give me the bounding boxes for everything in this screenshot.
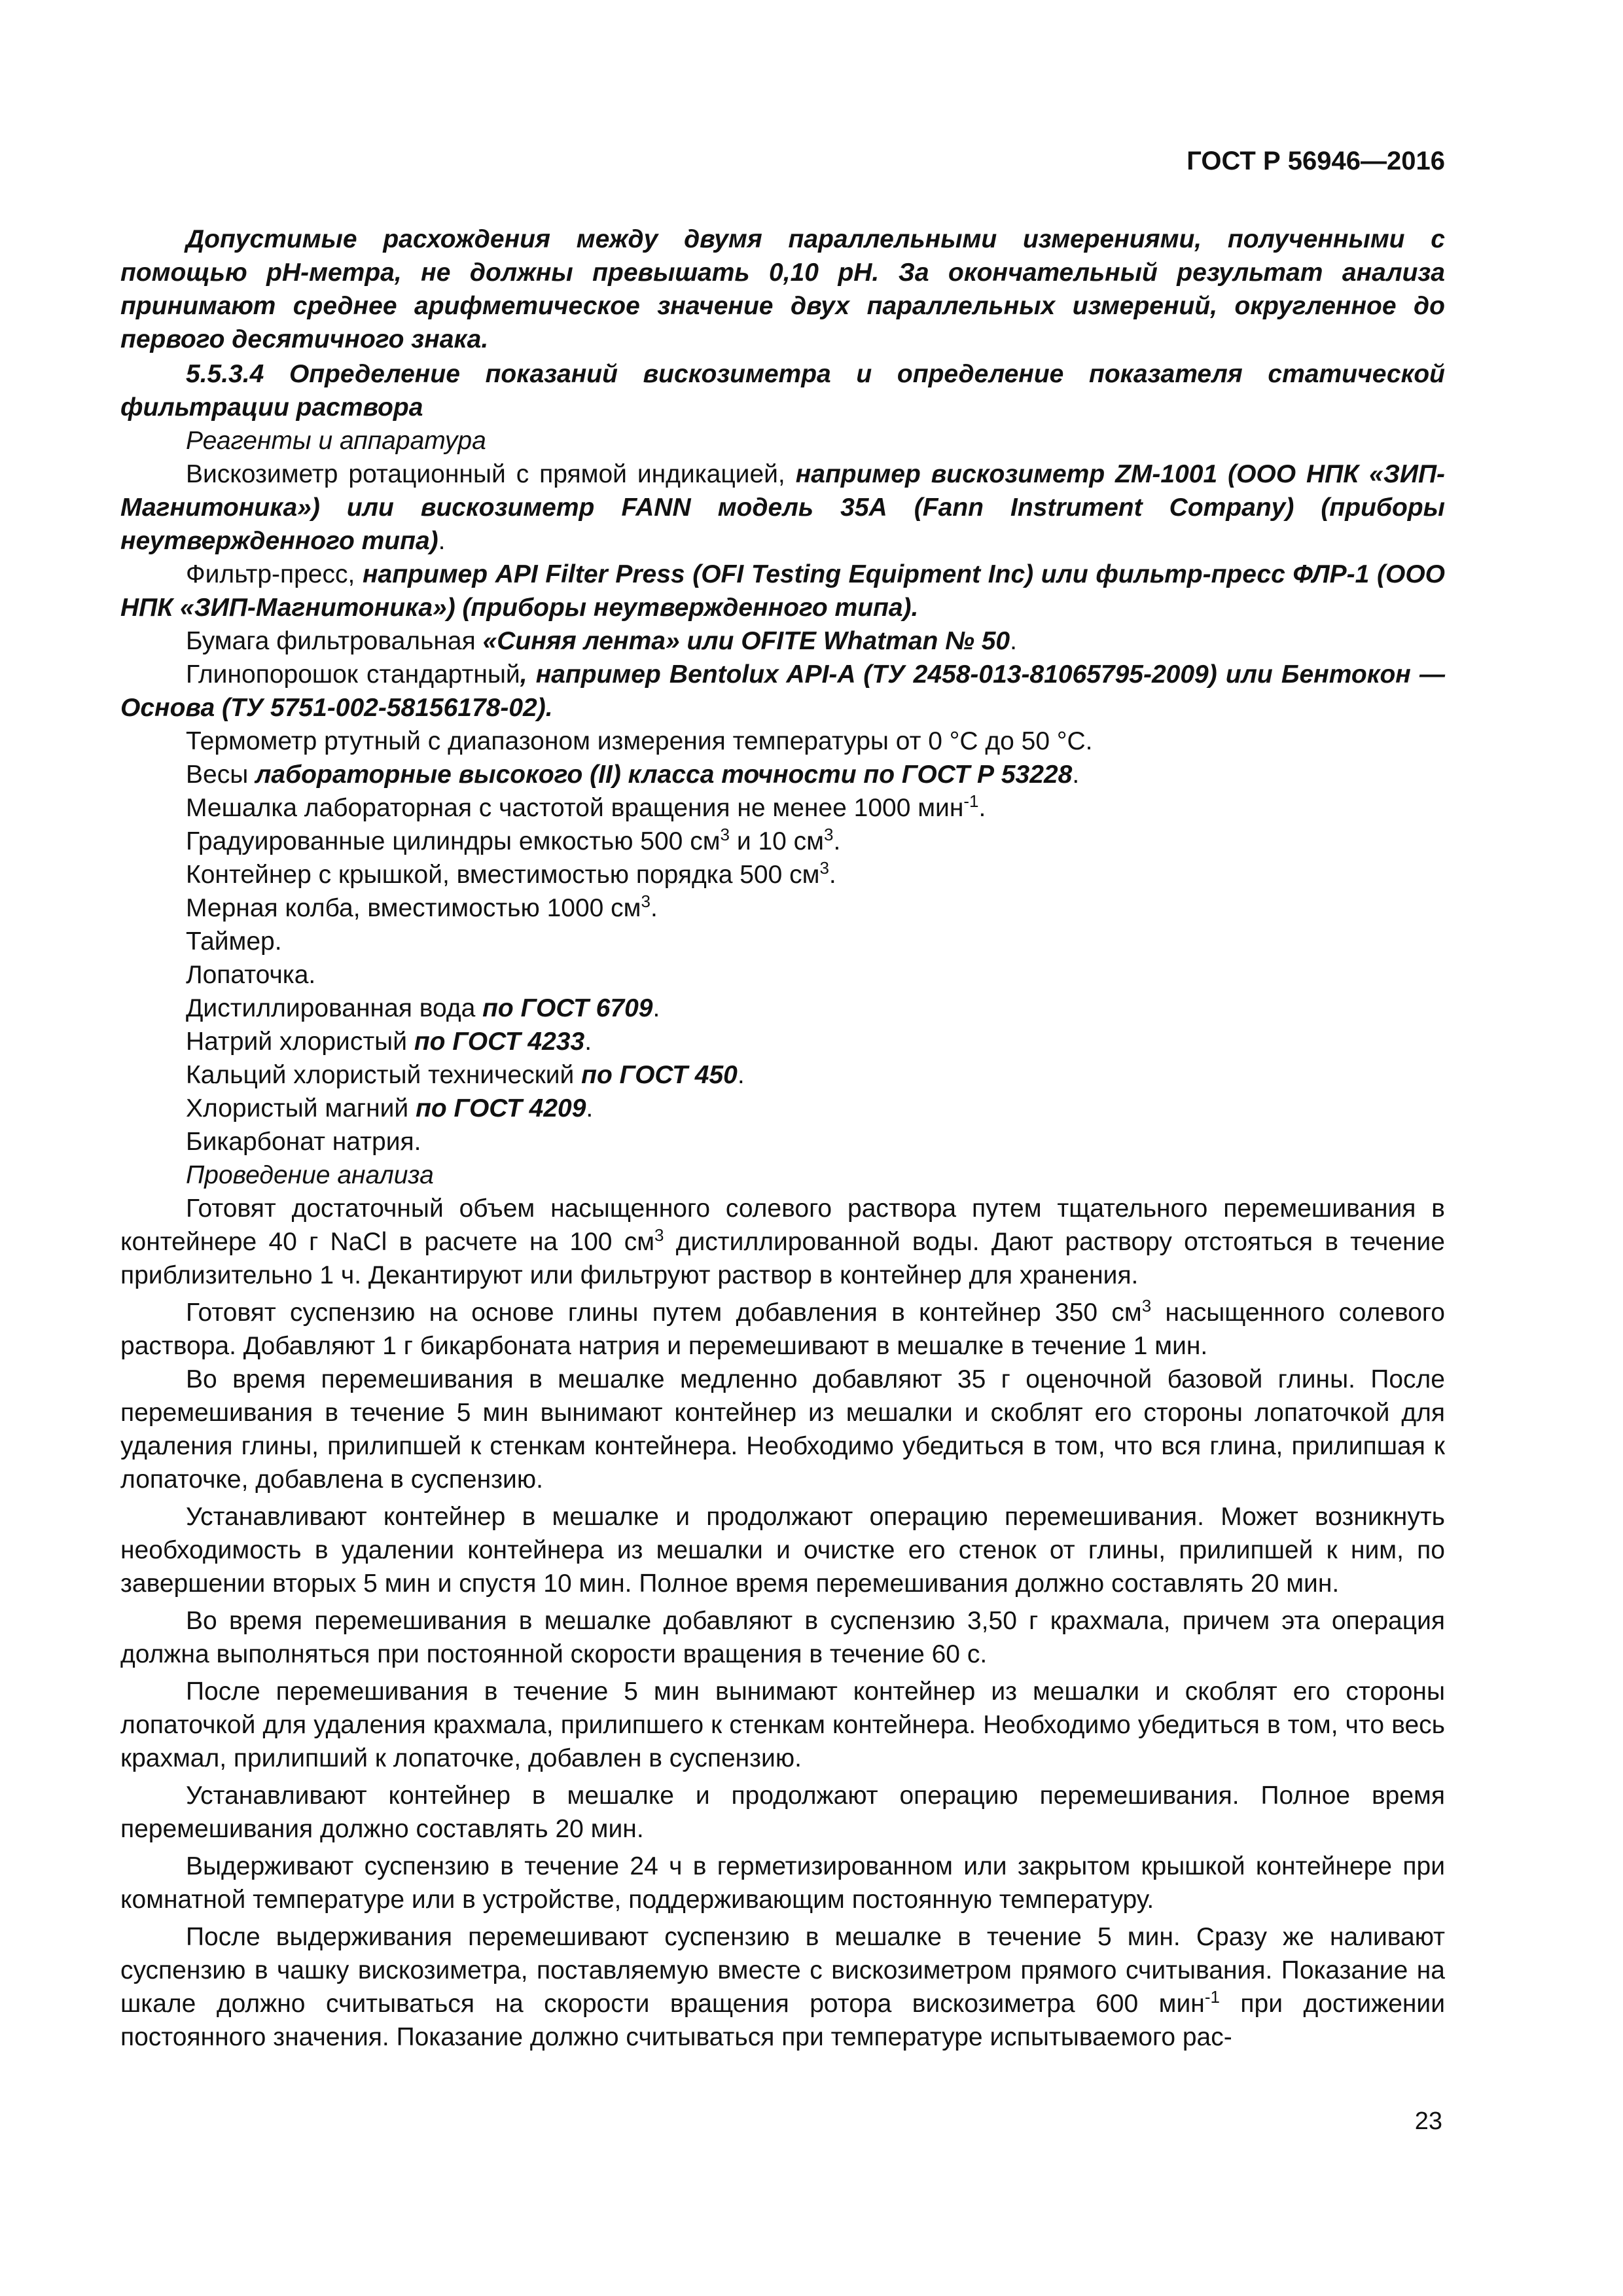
item-scales-standard: лабораторные высокого (II) класса точности по ГОСТ Р 53228	[255, 761, 1073, 789]
item-sodium-chloride-end: .	[584, 1028, 592, 1056]
item-calcium-chloride-end: .	[737, 1061, 745, 1089]
paragraph-saline-solution-sup: 3	[654, 1225, 664, 1245]
item-viscometer	[120, 457, 1445, 558]
paragraph-aging: Выдерживают суспензию в течение 24 ч в герметизированном или закрытом крышкой контейнере при комнатной температуре или в устройстве, поддерживающим постоянную температуру.	[120, 1852, 1445, 1914]
item-container	[120, 858, 1445, 891]
item-container-text: Контейнер с крышкой, вместимостью порядка 500 см	[186, 861, 820, 889]
item-distilled-water-standard: по ГОСТ 6709	[482, 994, 653, 1022]
item-filter-paper-example: «Синяя лента» или OFITE Whatman № 50	[482, 627, 1010, 655]
paragraph-saline-solution-a: Готовят достаточный объем насыщенного солевого раствора путем тщательного перемешивания в контейнере 40 г NaCl в расчете на 100 см	[120, 1194, 1445, 1256]
item-distilled-water	[120, 992, 1445, 1025]
item-container-end: .	[829, 861, 836, 889]
paragraph-saline-solution-b: дистиллированной воды. Дают раствору отстояться в течение приблизительно 1 ч. Декантируют или фильтруют раствор в контейнер для хранения.	[120, 1228, 1445, 1289]
item-cylinders-end: .	[833, 827, 841, 855]
item-filter-press-example: например API Filter Press (OFI Testing Equipment Inc) или фильтр-пресс ФЛР-1 (ООО НПК «ЗИП-Магнитоника») (приборы неутвержденного типа).	[120, 560, 1445, 622]
paragraph-clay-suspension	[120, 1296, 1445, 1363]
paragraph-total-mixing-time: Устанавливают контейнер в мешалке и продолжают операцию перемешивания. Полное время перемешивания должно составлять 20 мин.	[120, 1782, 1445, 1843]
paragraph-viscometer-reading-sup: -1	[1204, 1987, 1220, 2007]
item-magnesium-chloride-end: .	[586, 1094, 594, 1122]
item-cylinders-sup-2: 3	[823, 825, 834, 844]
paragraph-add-clay: Во время перемешивания в мешалке медленно добавляют 35 г оценочной базовой глины. После перемешивания в течение 5 мин вынимают контейнер из мешалки и скоблят его стороны лопаточкой для удаления глины, прилипшей к стенкам контейнера. Необходимо убедиться в том, что вся глина, прилипшая к лопаточке, добавлена в суспензию.	[120, 1365, 1445, 1494]
procedure-heading: Проведение анализа	[186, 1161, 434, 1189]
item-sodium-chloride	[120, 1025, 1445, 1058]
item-magnesium-chloride	[120, 1092, 1445, 1125]
item-viscometer-example: например вискозиметр ZM-1001 (ООО НПК «ЗИП-Магнитоника») или вискозиметр FANN модель 35А (Fann Instrument Company) (приборы неутвержденного типа)	[120, 460, 1445, 555]
paragraph-clay-suspension-b: насыщенного солевого раствора. Добавляют 1 г бикарбоната натрия и перемешивают в мешалке в течение 1 мин.	[120, 1299, 1445, 1360]
item-filter-paper	[120, 624, 1445, 658]
item-sodium-bicarbonate: Бикарбонат натрия.	[186, 1128, 421, 1156]
document-body	[120, 223, 1445, 2054]
item-distilled-water-end: .	[652, 994, 660, 1022]
item-clay-powder-text: Глинопорошок стандартный	[186, 660, 520, 689]
item-filter-press-text: Фильтр-пресс,	[186, 560, 363, 588]
item-flask-text: Мерная колба, вместимостью 1000 см	[186, 894, 641, 922]
item-filter-press	[120, 558, 1445, 624]
paragraph-viscometer-reading-b: при достижении постоянного значения. Показание должно считываться при температуре испытываемого рас-	[120, 1990, 1445, 2051]
item-mixer	[120, 791, 1445, 825]
item-flask-sup: 3	[641, 891, 651, 911]
item-cylinders-text-a: Градуированные цилиндры емкостью 500 см	[186, 827, 721, 855]
item-filter-paper-text: Бумага фильтровальная	[186, 627, 483, 655]
item-sodium-chloride-text: Натрий хлористый	[186, 1028, 414, 1056]
item-spatula: Лопаточка.	[186, 961, 316, 989]
paragraph-scrape-starch: После перемешивания в течение 5 мин вынимают контейнер из мешалки и скоблят его стороны лопаточкой для удаления крахмала, прилипшего к стенкам контейнера. Необходимо убедиться в том, что весь крахмал, прилипший к лопаточке, добавлен в суспензию.	[120, 1677, 1445, 1772]
item-calcium-chloride	[120, 1058, 1445, 1092]
item-cylinders-text-b: и 10 см	[730, 827, 824, 855]
page-number: 23	[1414, 2108, 1442, 2135]
document-code-header: ГОСТ Р 56946—2016	[1186, 147, 1445, 175]
item-viscometer-text: Вискозиметр ротационный с прямой индикацией,	[186, 460, 796, 488]
item-distilled-water-text: Дистиллированная вода	[186, 994, 483, 1022]
item-calcium-chloride-text: Кальций хлористый технический	[186, 1061, 582, 1089]
paragraph-clay-suspension-sup: 3	[1141, 1296, 1152, 1316]
paragraph-viscometer-reading-a: После выдерживания перемешивают суспензию в мешалке в течение 5 мин. Сразу же наливают суспензию в чашку вискозиметра, поставляемую вместе с вискозиметром прямого считывания. Показание на шкале должно считываться на скорости вращения ротора вискозиметра 600 мин	[120, 1923, 1445, 2018]
item-viscometer-end: .	[438, 527, 446, 555]
item-magnesium-chloride-standard: по ГОСТ 4209	[416, 1094, 586, 1122]
paragraph-continue-mixing: Устанавливают контейнер в мешалке и продолжают операцию перемешивания. Может возникнуть необходимость в удалении контейнера из мешалки и очистке его стенок от глины, прилипшей к ним, по завершении вторых 5 мин и спустя 10 мин. Полное время перемешивания должно составлять 20 мин.	[120, 1503, 1445, 1598]
item-thermometer: Термометр ртутный с диапазоном измерения температуры от 0 °С до 50 °С.	[186, 727, 1093, 755]
item-cylinders-sup-1: 3	[720, 825, 730, 844]
item-flask	[120, 891, 1445, 925]
section-title: 5.5.3.4 Определение показаний вискозиметра и определение показателя статической фильтрации раствора	[120, 360, 1445, 422]
item-scales-end: .	[1072, 761, 1080, 789]
reagents-heading: Реагенты и аппаратура	[186, 427, 486, 455]
paragraph-add-starch: Во время перемешивания в мешалке добавляют в суспензию 3,50 г крахмала, причем эта операция должна выполняться при постоянной скорости вращения в течение 60 с.	[120, 1607, 1445, 1668]
paragraph-clay-suspension-a: Готовят суспензию на основе глины путем добавления в контейнер 350 см	[186, 1299, 1142, 1327]
paragraph-saline-solution	[120, 1192, 1445, 1292]
item-container-sup: 3	[819, 858, 829, 878]
item-scales	[120, 758, 1445, 791]
item-mixer-sup: -1	[963, 791, 979, 811]
item-scales-text: Весы	[186, 761, 256, 789]
item-clay-powder-example: , например Bentolux API-A (ТУ 2458-013-81065795-2009) или Бентокон — Основа (ТУ 5751-002-58156178-02).	[120, 660, 1445, 722]
item-sodium-chloride-standard: по ГОСТ 4233	[414, 1028, 585, 1056]
paragraph-discrepancy: Допустимые расхождения между двумя параллельными измерениями, полученными с помощью pH-метра, не должны превышать 0,10 pH. За окончательный результат анализа принимают среднее арифметическое значение двух параллельных измерений, округленное до первого десятичного знака.	[120, 225, 1445, 353]
item-clay-powder	[120, 658, 1445, 725]
item-calcium-chloride-standard: по ГОСТ 450	[581, 1061, 738, 1089]
item-mixer-text: Мешалка лабораторная с частотой вращения не менее 1000 мин	[186, 794, 964, 822]
item-magnesium-chloride-text: Хлористый магний	[186, 1094, 416, 1122]
item-flask-end: .	[650, 894, 658, 922]
item-cylinders	[120, 825, 1445, 858]
item-timer: Таймер.	[186, 927, 282, 956]
item-filter-paper-end: .	[1010, 627, 1017, 655]
item-mixer-end: .	[978, 794, 986, 822]
paragraph-viscometer-reading	[120, 1920, 1445, 2054]
